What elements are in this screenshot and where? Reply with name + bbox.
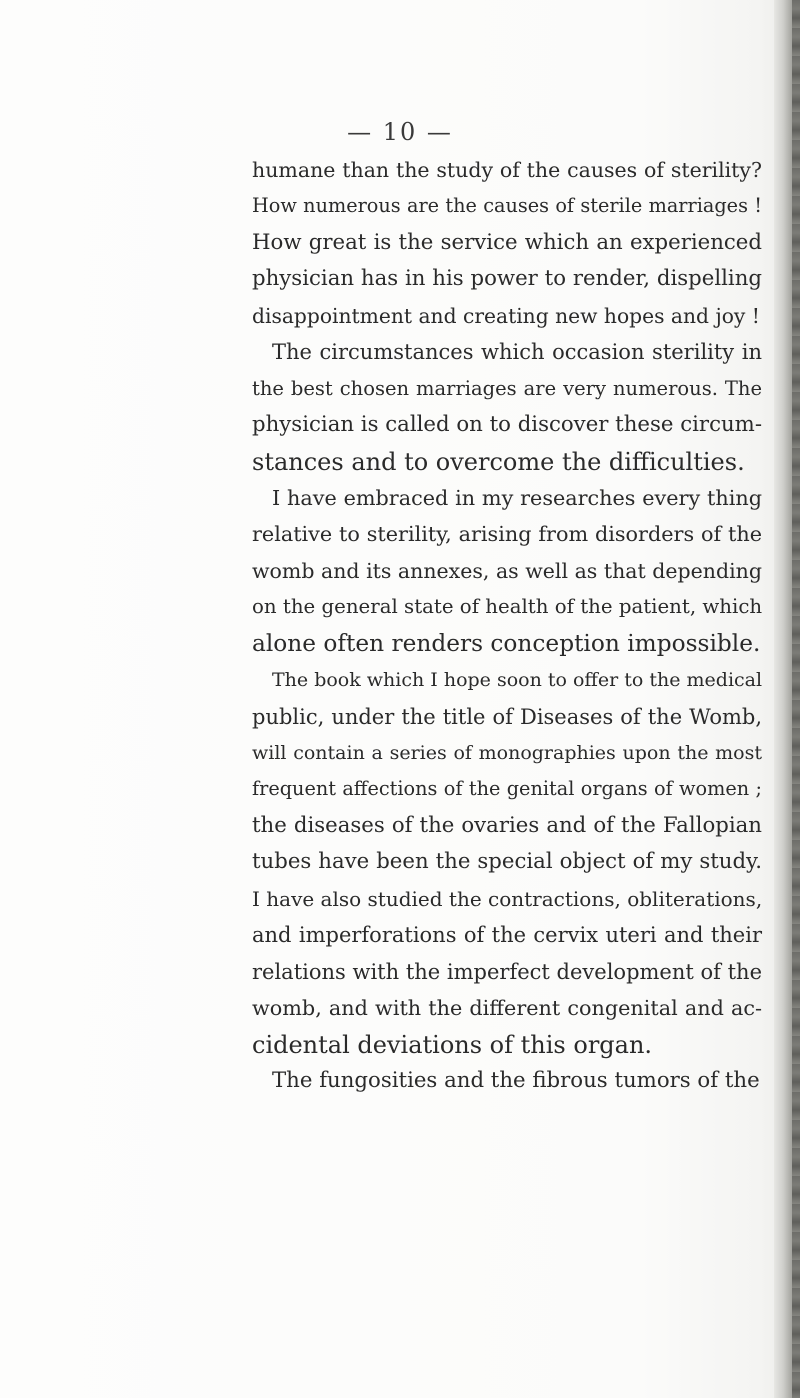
text-line: stances and to overcome the difficulties. (252, 447, 745, 476)
text-line: disappointment and creating new hopes and joy ! (252, 303, 760, 328)
text-line: cidental deviations of this organ. (252, 1030, 653, 1059)
text-line: alone often renders conception impossible. (252, 629, 761, 657)
text-line: frequent affections of the genital organs of women ; (252, 777, 762, 801)
text-line: The book which I hope soon to offer to the medical (272, 669, 763, 692)
body-text (252, 152, 762, 1099)
text-line: will contain a series of monographies upon the most (252, 742, 762, 764)
text-line: humane than the study of the causes of sterility? (252, 158, 762, 182)
text-line: physician has in his power to render, dispelling (252, 266, 762, 292)
text-line: tubes have been the special object of my study. (252, 849, 762, 875)
page-edge (792, 0, 800, 1398)
text-line: The circumstances which occasion sterility in (272, 340, 762, 365)
text-line: womb and its annexes, as well as that depending (252, 558, 762, 583)
text-line: physician is called on to discover these circum- (252, 412, 762, 438)
text-line: womb, and with the different congenital and ac- (252, 996, 762, 1021)
text-line: the best chosen marriages are very numerous. The (252, 376, 762, 400)
text-line: public, under the title of Diseases of the Womb, (252, 704, 762, 729)
text-line: relations with the imperfect development of the (252, 959, 762, 984)
text-line: the diseases of the ovaries and of the Fallopian (252, 812, 762, 838)
text-line: The fungosities and the fibrous tumors of the (272, 1067, 760, 1093)
text-line: and imperforations of the cervix uteri and their (252, 923, 762, 948)
text-line: I have also studied the contractions, obliterations, (252, 886, 763, 911)
text-line: relative to sterility, arising from disorders of the (252, 522, 762, 547)
text-line: I have embraced in my researches every thing (272, 485, 762, 510)
page-number: — 10 — (347, 118, 453, 146)
text-line: How numerous are the causes of sterile marriages ! (252, 194, 762, 218)
text-line: How great is the service which an experienced (252, 229, 762, 255)
text-line: on the general state of health of the patient, which (252, 595, 763, 619)
